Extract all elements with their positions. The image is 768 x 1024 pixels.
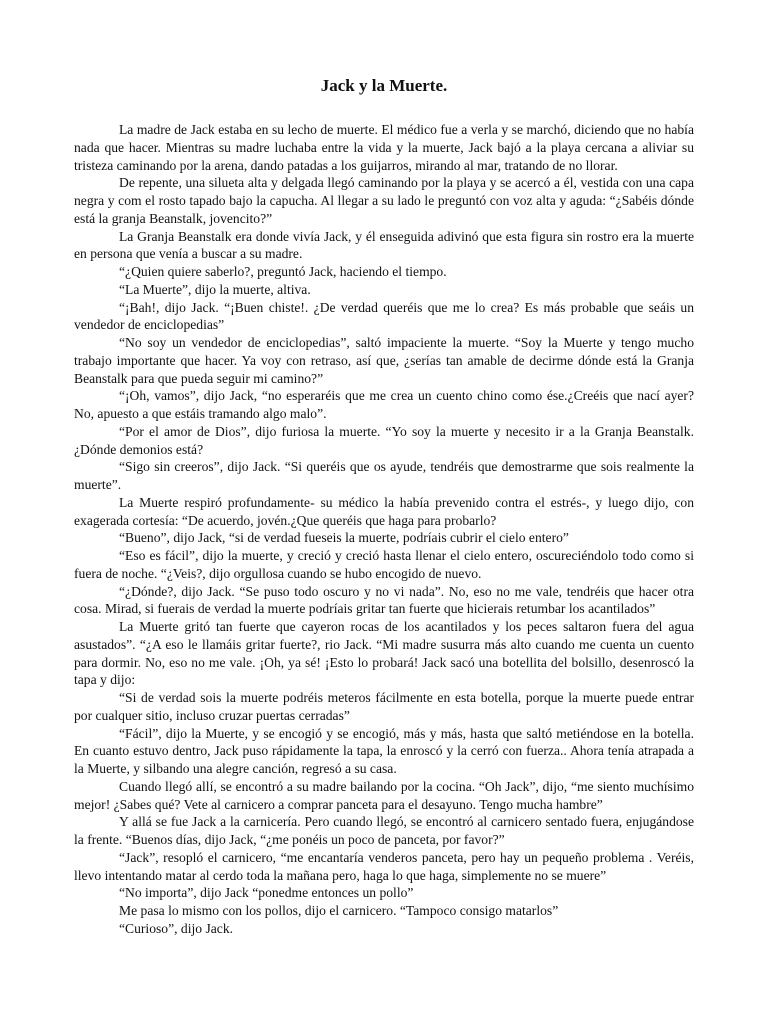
paragraph: La Muerte respiró profundamente- su médico la había prevenido contra el estrés-, y luego dijo, con exagerada cortesía: “De acuerdo, jovén.¿Que queréis que haga para probarlo? xyxy=(74,494,694,528)
paragraph: “¡Oh, vamos”, dijo Jack, “no esperaréis que me crea un cuento chino como ése.¿Creéis que nací ayer? No, apuesto a que estáis tramando algo malo”. xyxy=(74,388,694,421)
paragraph: “No importa”, dijo Jack “ponedme entonces un pollo” xyxy=(119,885,414,901)
paragraph: “No soy un vendedor de enciclopedias”, saltó impaciente la muerte. “Soy la Muerte y tengo mucho trabajo importante que hacer. Ya voy con retraso, así que, ¿serías tan amable de decirme dónde está la Granja Beanstalk para que pueda seguir mi camino?” xyxy=(74,335,694,386)
document-body xyxy=(74,121,694,938)
paragraph: Y allá se fue Jack a la carnicería. Pero cuando llegó, se encontró al carnicero sentado fuera, enjugándose la frente. “Buenos días, dijo Jack, “¿me ponéis un poco de panceta, por favor?” xyxy=(74,814,694,847)
paragraph: De repente, una silueta alta y delgada llegó caminando por la playa y se acercó a él, vestida con una capa negra y com el rosto tapado bajo la capucha. Al llegar a su lado le preguntó con voz alta y aguda: “¿Sabéis dónde está la granja Beanstalk, jovencito?” xyxy=(74,175,694,226)
paragraph: “Jack”, resopló el carnicero, “me encantaría venderos panceta, pero hay un pequeño problema . Veréis, llevo intentando matar al cerdo toda la mañana pero, haga lo que haga, simplemente no se muere” xyxy=(74,849,694,883)
paragraph: “Fácil”, dijo la Muerte, y se encogió y se encogió, más y más, hasta que saltó metiéndose en la botella. En cuanto estuvo dentro, Jack puso rápidamente la tapa, la enroscó y la cerró con fuerza.. Ahora tenía atrapada a la Muerte, y silbando una alegre canción, regresó a su casa. xyxy=(74,725,694,776)
paragraph: La Granja Beanstalk era donde vivía Jack, y él enseguida adivinó que esta figura sin rostro era la muerte en persona que venía a buscar a su madre. xyxy=(74,228,694,262)
paragraph: “Si de verdad sois la muerte podréis meteros fácilmente en esta botella, porque la muerte puede entrar por cualquer sitio, incluso cruzar puertas cerradas” xyxy=(74,690,694,723)
paragraph: Cuando llegó allí, se encontró a su madre bailando por la cocina. “Oh Jack”, dijo, “me siento muchísimo mejor! ¿Sabes qué? Vete al carnicero a comprar panceta para el desayuno. Tengo mucha hambre” xyxy=(74,778,694,812)
paragraph: Me pasa lo mismo con los pollos, dijo el carnicero. “Tampoco consigo matarlos” xyxy=(119,903,559,918)
paragraph: “Bueno”, dijo Jack, “si de verdad fueseis la muerte, podríais cubrir el cielo entero” xyxy=(119,530,569,546)
paragraph: “Sigo sin creeros”, dijo Jack. “Si queréis que os ayude, tendréis que demostrarme que sois realmente la muerte”. xyxy=(74,459,694,492)
paragraph: “¡Bah!, dijo Jack. “¡Buen chiste!. ¿De verdad queréis que me lo crea? Es más probable que seáis un vendedor de enciclopedias” xyxy=(74,299,694,333)
paragraph: “Eso es fácil”, dijo la muerte, y creció y creció hasta llenar el cielo entero, oscureciéndolo todo como si fuera de noche. “¿Veis?, dijo orgullosa cuando se hubo encogido de nuevo. xyxy=(74,548,694,581)
document-title: Jack y la Muerte. xyxy=(320,76,448,95)
paragraph: La Muerte gritó tan fuerte que cayeron rocas de los acantilados y los peces saltaron fuera del agua asustados”. “¿A eso le llamáis gritar fuerte?, rio Jack. “Mi madre susurra más alto cuando me cuenta un cuento para dormir. No, eso no me vale. ¡Oh, ya sé! ¡Esto lo probará! Jack sacó una botellita del bolsillo, desenroscó la tapa y dijo: xyxy=(74,619,694,688)
paragraph: La madre de Jack estaba en su lecho de muerte. El médico fue a verla y se marchó, diciendo que no había nada que hacer. Mientras su madre luchaba entre la vida y la muerte, Jack bajó a la playa cercana a aliviar su tristeza caminando por la arena, dando patadas a los guijarros, mirando al mar, tratando de no llorar. xyxy=(74,122,694,173)
paragraph: “Por el amor de Dios”, dijo furiosa la muerte. “Yo soy la muerte y necesito ir a la Granja Beanstalk. ¿Dónde demonios está? xyxy=(74,423,694,457)
paragraph: “¿Quien quiere saberlo?, preguntó Jack, haciendo el tiempo. xyxy=(119,264,447,279)
paragraph: “Curioso”, dijo Jack. xyxy=(119,920,234,936)
paragraph: “La Muerte”, dijo la muerte, altiva. xyxy=(119,281,311,297)
paragraph: “¿Dónde?, dijo Jack. “Se puso todo oscuro y no vi nada”. No, eso no me vale, tendréis que hacer otra cosa. Mirad, si fuerais de verdad la muerte podríais gritar tan fuerte que hicierais retumbar los acantilados” xyxy=(74,583,694,617)
